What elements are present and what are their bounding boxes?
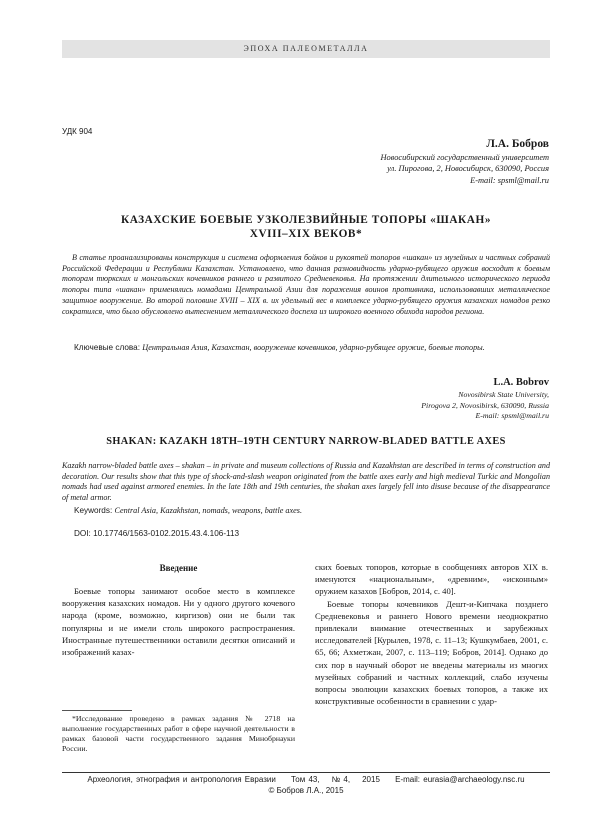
- article-title-en: SHAKAN: KAZAKH 18TH–19TH CENTURY NARROW-BLADED BATTLE AXES: [106, 436, 506, 447]
- article-title-ru-line2: XVIII–XIX ВЕКОВ*: [249, 228, 363, 240]
- article-title-ru-line1: КАЗАХСКИЕ БОЕВЫЕ УЗКОЛЕЗВИЙНЫЕ ТОПОРЫ «ШАКАН»: [120, 214, 492, 226]
- affiliation-ru-email: E-mail: spsml@mail.ru: [470, 175, 549, 185]
- affiliation-en-email: E-mail: spsml@mail.ru: [475, 411, 549, 421]
- keywords-ru: [74, 342, 550, 353]
- abstract-en: Kazakh narrow-bladed battle axes – shakan – in private and museum collections of Russia and Kazakhstan are described in terms of construction and decoration. Our results show that this type of shock-and-slash weapon originated from the battle axes early and high medieval Turkic and Mongolian nomads had used against armored enemies. In the late 18th and 19th centuries, the shakan axes largely fell into disuse because of the disappearance of metal armor.: [62, 461, 550, 503]
- section-heading-intro: Введение: [159, 563, 198, 573]
- abstract-ru: В статье проанализированы конструкция и система оформления бойков и рукоятей топоров «шакан» из музейных и частных собраний Российской Федерации и Республики Казахстан. Установлено, что данная разновидность ударно-рубящего оружия восходит к боевым топорам тюркских и монгольских кочевников раннего и развитого Средневековья. На протяжении длительного исторического периода топоры типа «шакан» применялись номадами Центральной Азии для поражения воинов противника, использовавших металлическое защитное вооружение. Во второй половине XVIII – XIX в. их удельный вес в комплексе ударно-рубящего оружия казахских номадов резко сократился, что было обусловлено вытеснением металлического доспеха из широкого военного обихода народов региона.: [62, 253, 550, 316]
- author-name-ru: Л.А. Бобров: [486, 138, 549, 150]
- body-paragraph: Боевые топоры кочевников Дешт-и-Кипчака позднего Средневековья и раннего Нового времени неоднократно привлекали внимание отечественных и зарубежных исследователей [Курылев, 1978, с. 11–13; Кушкумбаев, 2001, с. 65, 66; Ахметжан, 2007, с. 113–119; Бобров, 2014]. Однако до сих пор в научный оборот не введены материалы из многих музейных собраний и частных коллекций, слабо изучены вопросы эволюции казахских боевых топоров, а также их конструктивные особенности в сравнении с удар-: [315, 598, 548, 707]
- affiliation-ru-line: ул. Пирогова, 2, Новосибирск, 630090, Россия: [387, 164, 549, 174]
- affiliation-en: [421, 390, 549, 422]
- keywords-en: [74, 505, 550, 516]
- udk-code: УДК 904: [62, 127, 93, 136]
- body-paragraph: ских боевых топоров, которые в сообщениях авторов XIX в. именуются «национальным», «древним», «исконным» оружием казахов [Бобров, 2014, с. 40].: [315, 562, 548, 597]
- footer-year: 2015: [362, 775, 380, 784]
- affiliation-en-line: Pirogova 2, Novosibirsk, 630090, Russia: [421, 400, 549, 410]
- keywords-en-label: Keywords:: [74, 506, 113, 515]
- affiliation-en-line: Novosibirsk State University,: [458, 390, 549, 399]
- keywords-ru-text: Центральная Азия, Казахстан, вооружение кочевников, ударно-рубящее оружие, боевые топоры.: [142, 343, 485, 352]
- footnote-divider: [62, 710, 132, 711]
- footnote: *Исследование проведено в рамках задания № 2718 на выполнение государственных работ в сфере научной деятельности в рамках базовой части государственного задания Минобрнауки России.: [62, 714, 295, 753]
- keywords-ru-label: Ключевые слова:: [74, 343, 140, 352]
- section-header-band: [62, 40, 550, 58]
- doi: DOI: 10.17746/1563-0102.2015.43.4.106-113: [74, 529, 240, 538]
- footer-issue: № 4,: [331, 775, 351, 784]
- body-column-right: [315, 561, 548, 707]
- body-paragraph: Боевые топоры занимают особое место в комплексе вооружения казахских номадов. Ни у одного другого кочевого народа (кроме, возможно, киргизов) они не были так популярны и не имели столь широкого распространения. Иностранные путешественники оставили десятки описаний и изображений казах-: [62, 586, 295, 658]
- footer-copyright: © Бобров Л.А., 2015: [268, 786, 344, 795]
- affiliation-ru: [380, 152, 549, 186]
- keywords-en-text: Central Asia, Kazakhstan, nomads, weapons, battle axes.: [114, 506, 302, 515]
- footer-journal-name: Археология, этнография и антропология Евразии: [87, 775, 276, 784]
- footer-journal-info: [62, 775, 550, 784]
- footer-divider: [62, 772, 550, 773]
- author-name-en: L.A. Bobrov: [493, 377, 549, 388]
- footer-volume: Том 43,: [291, 775, 320, 784]
- affiliation-ru-line: Новосибирский государственный университет: [380, 153, 549, 162]
- section-title: ЭПОХА ПАЛЕОМЕТАЛЛА: [243, 44, 369, 53]
- body-column-left: [62, 585, 295, 658]
- footer-email: E-mail: eurasia@archaeology.nsc.ru: [395, 775, 525, 784]
- article-title-ru: [62, 213, 550, 241]
